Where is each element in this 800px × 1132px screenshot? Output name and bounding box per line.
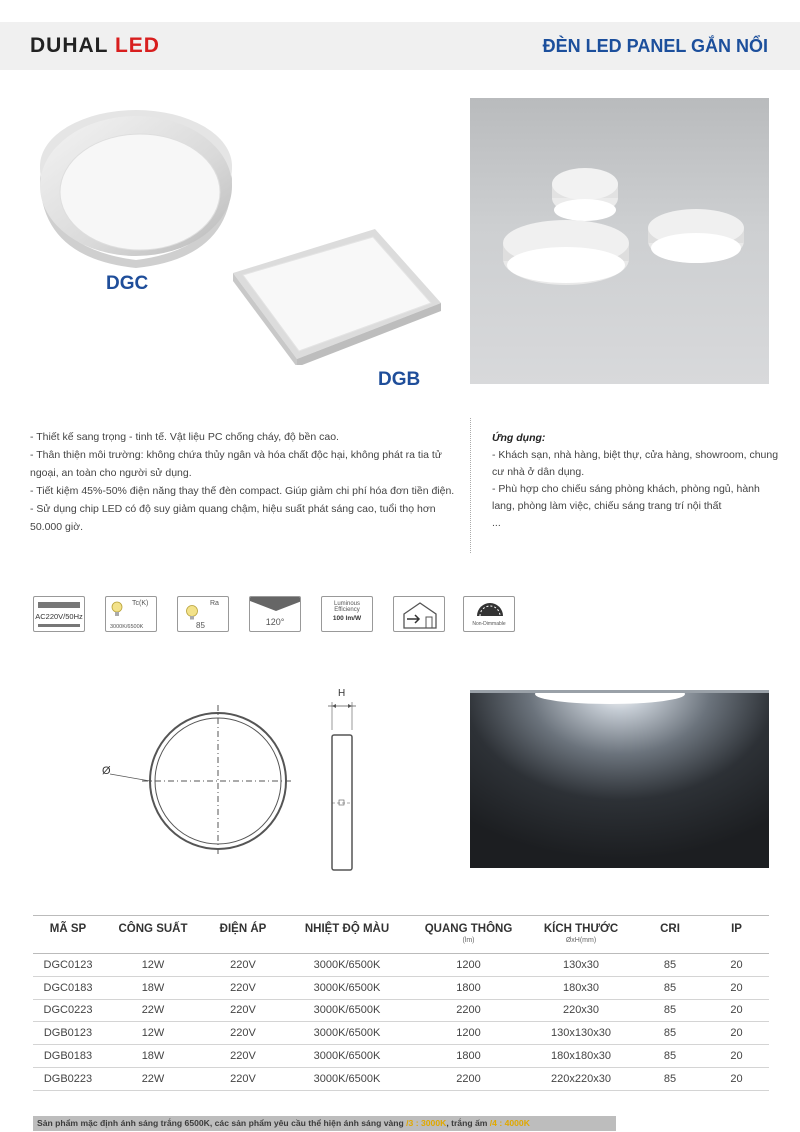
- beam-angle-icon: [249, 596, 301, 632]
- cct-value: 3000K/6500K: [110, 624, 144, 630]
- column-header: NHIỆT ĐỘ MÀU: [283, 916, 411, 954]
- footnote-text: Sản phẩm mặc định ánh sáng trắng 6500K, các sản phẩm yêu cầu thể hiện ánh sáng vàng: [37, 1118, 407, 1128]
- applications-section: [492, 430, 782, 532]
- table-cell: 220V: [203, 976, 283, 999]
- square-panel-image: [225, 225, 450, 365]
- description-line: - Sử dụng chip LED có độ suy giảm quang chậm, hiệu suất phát sáng cao, tuổi thọ hơn 50.000 giờ.: [30, 503, 436, 533]
- application-item: ...: [492, 517, 501, 529]
- table-cell: 180x30: [526, 976, 636, 999]
- model-label-square: DGB: [378, 369, 421, 390]
- installed-ceiling-photo: [470, 98, 769, 384]
- column-header: IP: [704, 916, 769, 954]
- table-cell: 3000K/6500K: [283, 1022, 411, 1045]
- product-description: [30, 428, 465, 536]
- table-row: [33, 976, 769, 999]
- table-cell: 18W: [103, 1045, 203, 1068]
- table-cell: 3000K/6500K: [283, 976, 411, 999]
- table-cell: 85: [636, 1045, 704, 1068]
- description-line: - Thiết kế sang trọng - tinh tế. Vật liệu PC chống cháy, độ bền cao.: [30, 431, 339, 443]
- non-dimmable-icon: [463, 596, 515, 632]
- light-effect-photo: [470, 690, 769, 868]
- brand-name: DUHAL: [30, 34, 109, 57]
- table-header-row: [33, 916, 769, 954]
- cct-title: Tc(K): [132, 600, 149, 607]
- table-cell: 180x180x30: [526, 1045, 636, 1068]
- table-cell: 20: [704, 954, 769, 977]
- table-cell: 12W: [103, 1022, 203, 1045]
- column-header: QUANG THÔNG (lm): [411, 916, 526, 954]
- efficiency-line-2: Efficiency: [334, 607, 360, 613]
- indoor-use-icon: [393, 596, 445, 632]
- description-line: - Thân thiện môi trường: không chứa thủy ngân và hóa chất độc hại, không phát ra tia tử ngoại, an toàn cho người sử dụng.: [30, 449, 442, 479]
- table-cell: 20: [704, 999, 769, 1022]
- page-header: [0, 22, 800, 70]
- round-panel-image: [28, 98, 238, 268]
- beam-angle-value: 120°: [265, 617, 285, 627]
- table-cell: 1200: [411, 954, 526, 977]
- table-cell: 220V: [203, 999, 283, 1022]
- table-cell: 20: [704, 1022, 769, 1045]
- table-cell: 1200: [411, 1022, 526, 1045]
- document-title: ĐÈN LED PANEL GẮN NỔI: [542, 36, 768, 56]
- table-cell: 3000K/6500K: [283, 954, 411, 977]
- table-cell: 220V: [203, 1045, 283, 1068]
- table-cell: DGC0183: [33, 976, 103, 999]
- table-cell: 85: [636, 1067, 704, 1090]
- dimension-drawing: [90, 680, 380, 880]
- footnote-text-middle: , trắng ấm: [446, 1118, 490, 1128]
- column-header: CÔNG SUẤT: [103, 916, 203, 954]
- application-item: - Phù hợp cho chiếu sáng phòng khách, phòng ngủ, hành lang, phòng làm việc, chiếu sáng trang trí nội thất: [492, 483, 760, 512]
- column-header: KÍCH THƯỚC ØxH(mm): [526, 916, 636, 954]
- dimmable-text: Non-Dimmable: [472, 621, 506, 627]
- table-cell: 22W: [103, 1067, 203, 1090]
- table-row: [33, 1022, 769, 1045]
- table-cell: 20: [704, 976, 769, 999]
- column-header: ĐIỆN ÁP: [203, 916, 283, 954]
- table-cell: 18W: [103, 976, 203, 999]
- column-header: MÃ SP: [33, 916, 103, 954]
- table-cell: DGB0183: [33, 1045, 103, 1068]
- table-cell: 3000K/6500K: [283, 999, 411, 1022]
- table-cell: 220x30: [526, 999, 636, 1022]
- table-cell: 220V: [203, 954, 283, 977]
- footnote-warm-code: /3 : 3000K: [406, 1118, 447, 1128]
- table-row: [33, 954, 769, 977]
- ra-title: Ra: [210, 600, 219, 607]
- table-cell: 3000K/6500K: [283, 1067, 411, 1090]
- voltage-value: AC220V/50Hz: [35, 612, 83, 621]
- table-cell: 2200: [411, 1067, 526, 1090]
- table-cell: DGC0123: [33, 954, 103, 977]
- table-cell: 20: [704, 1067, 769, 1090]
- footnote-neutral-code: /4 : 4000K: [489, 1118, 530, 1128]
- height-label: H: [338, 688, 346, 699]
- brand-logo: [30, 34, 160, 58]
- application-item: - Khách sạn, nhà hàng, biệt thự, cửa hàng, showroom, chung cư nhà ở dân dụng.: [492, 449, 779, 478]
- table-cell: DGC0223: [33, 999, 103, 1022]
- table-cell: 85: [636, 976, 704, 999]
- color-rendering-icon: [177, 596, 229, 632]
- table-cell: 3000K/6500K: [283, 1045, 411, 1068]
- specification-table: [33, 915, 769, 1091]
- table-cell: 2200: [411, 999, 526, 1022]
- table-cell: 22W: [103, 999, 203, 1022]
- table-cell: DGB0123: [33, 1022, 103, 1045]
- model-label-round: DGC: [106, 273, 149, 294]
- table-cell: 20: [704, 1045, 769, 1068]
- applications-title: Ứng dụng:: [492, 432, 546, 444]
- table-cell: 85: [636, 1022, 704, 1045]
- efficiency-value: 100 lm/W: [332, 615, 362, 622]
- table-cell: 1800: [411, 976, 526, 999]
- brand-name-accent: LED: [114, 34, 160, 57]
- diameter-label: Ø: [102, 765, 111, 777]
- voltage-icon: [33, 596, 85, 632]
- luminous-efficiency-icon: [321, 596, 373, 632]
- table-cell: 130x130x30: [526, 1022, 636, 1045]
- color-temperature-icon: [105, 596, 157, 632]
- table-cell: DGB0223: [33, 1067, 103, 1090]
- table-cell: 85: [636, 954, 704, 977]
- table-row: [33, 999, 769, 1022]
- table-cell: 220V: [203, 1022, 283, 1045]
- column-divider: [470, 418, 471, 553]
- ra-value: 85: [196, 621, 205, 630]
- efficiency-line-1: Luminous: [333, 601, 360, 607]
- table-row: [33, 1045, 769, 1068]
- table-cell: 130x30: [526, 954, 636, 977]
- table-cell: 220V: [203, 1067, 283, 1090]
- description-line: - Tiết kiệm 45%-50% điện năng thay thế đèn compact. Giúp giảm chi phí hóa đơn tiền điện.: [30, 485, 455, 497]
- footnote: [33, 1116, 616, 1131]
- column-header: CRI: [636, 916, 704, 954]
- table-cell: 1800: [411, 1045, 526, 1068]
- table-cell: 12W: [103, 954, 203, 977]
- table-cell: 220x220x30: [526, 1067, 636, 1090]
- table-row: [33, 1067, 769, 1090]
- table-cell: 85: [636, 999, 704, 1022]
